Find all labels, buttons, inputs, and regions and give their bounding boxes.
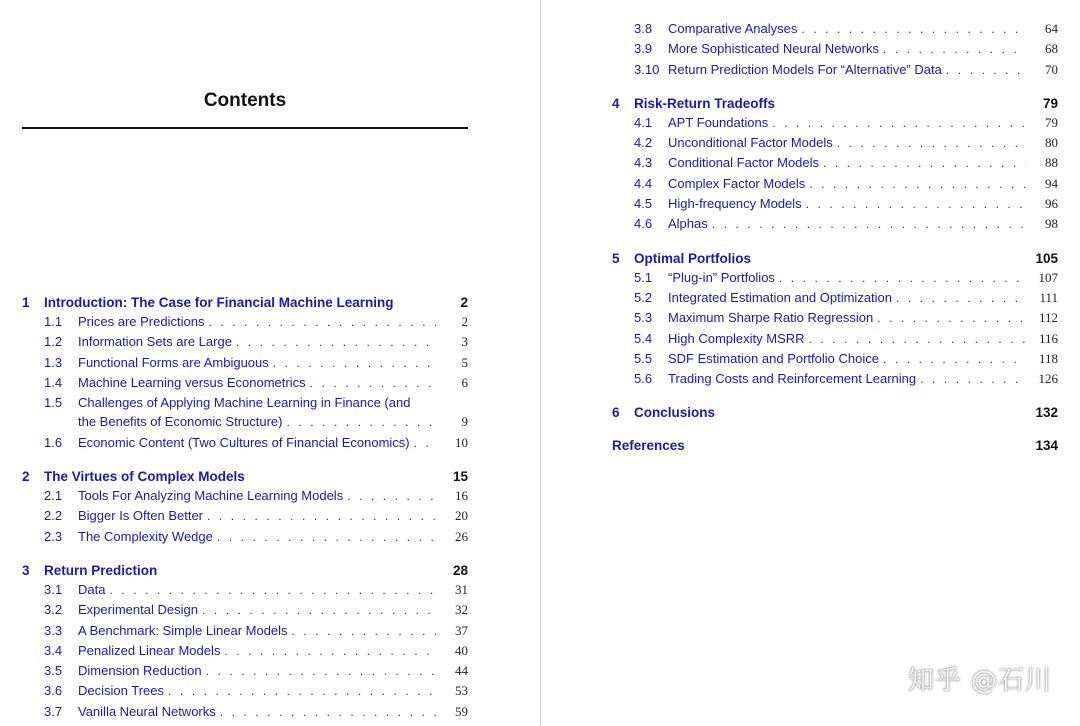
references-title[interactable]: References — [612, 438, 685, 454]
section-page-number: 70 — [1045, 61, 1058, 77]
chapter-page-number: 15 — [452, 469, 468, 485]
toc-section-entry[interactable] — [612, 153, 1058, 173]
chapter-number[interactable]: 5 — [612, 250, 620, 266]
section-number[interactable]: 5.4 — [634, 330, 653, 346]
toc-section-entry[interactable] — [612, 214, 1058, 234]
section-page-number: 88 — [1045, 155, 1058, 171]
toc-right-list — [612, 19, 1058, 455]
section-page-number: 68 — [1045, 41, 1058, 57]
section-title[interactable]: SDF Estimation and Portfolio Choice — [668, 350, 879, 366]
section-entry-body — [78, 353, 440, 373]
toc-chapter-heading[interactable] — [22, 467, 468, 486]
section-page-number: 59 — [455, 703, 468, 719]
section-number[interactable]: 3.3 — [44, 622, 63, 638]
dot-leader — [877, 309, 1026, 328]
section-title[interactable]: Integrated Estimation and Optimization — [668, 289, 893, 305]
section-entry-body — [78, 373, 440, 393]
section-entry-body — [78, 702, 440, 722]
contents-heading: Contents — [203, 90, 287, 111]
toc-chapter — [22, 561, 468, 722]
section-number[interactable]: 2.3 — [44, 528, 63, 544]
section-number[interactable]: 5.2 — [634, 289, 653, 305]
section-number[interactable]: 4.3 — [634, 155, 653, 171]
section-number[interactable]: 2.2 — [44, 508, 63, 524]
section-number[interactable]: 3.6 — [44, 683, 63, 699]
section-entry-body — [668, 214, 1030, 234]
section-page-number: 16 — [455, 488, 468, 504]
toc-chapter — [612, 403, 1058, 422]
section-page-number: 80 — [1045, 135, 1058, 151]
section-number[interactable]: 3.10 — [634, 61, 660, 77]
toc-section-entry[interactable] — [612, 329, 1058, 349]
section-number[interactable]: 1.1 — [44, 314, 63, 329]
section-title[interactable]: Return Prediction Models For “Alternative” Data — [668, 61, 942, 77]
chapter-title[interactable]: Return Prediction — [44, 562, 158, 578]
toc-section-entry[interactable] — [612, 288, 1058, 308]
section-title[interactable]: Maximum Sharpe Ratio Regression — [668, 310, 874, 326]
section-page-number: 3 — [461, 334, 468, 350]
section-entry-body — [668, 369, 1030, 389]
section-entry-body — [668, 174, 1030, 194]
toc-section-entry[interactable] — [22, 393, 468, 433]
dot-leader — [801, 20, 1026, 39]
section-page-number: 111 — [1039, 289, 1058, 305]
toc-chapter-heading[interactable] — [612, 249, 1058, 268]
dot-leader — [292, 622, 436, 641]
toc-section-entry[interactable] — [612, 39, 1058, 59]
section-page-number: 116 — [1038, 330, 1058, 346]
section-page-number: 37 — [455, 622, 468, 638]
section-page-number: 112 — [1038, 310, 1058, 326]
chapter-title[interactable]: The Virtues of Complex Models — [44, 469, 245, 485]
dot-leader — [109, 581, 436, 600]
section-entry-body — [78, 661, 440, 681]
section-title[interactable]: Tools For Analyzing Machine Learning Models — [78, 488, 344, 504]
section-title[interactable]: Conditional Factor Models — [668, 155, 820, 171]
chapter-page-number: 79 — [1042, 95, 1058, 111]
dot-leader — [712, 215, 1026, 234]
dot-leader — [208, 313, 436, 332]
section-page-number: 40 — [455, 642, 468, 658]
section-page-number: 94 — [1045, 175, 1058, 191]
section-number[interactable]: 5.3 — [634, 310, 653, 326]
section-page-number: 96 — [1045, 196, 1058, 212]
dot-leader — [273, 354, 436, 373]
section-title[interactable]: Functional Forms are Ambiguous — [78, 354, 269, 370]
toc-section-entry[interactable] — [22, 600, 468, 620]
section-number[interactable]: 4.2 — [634, 135, 653, 151]
section-title[interactable]: Decision Trees — [78, 683, 164, 699]
section-entry-body — [668, 268, 1030, 288]
section-number[interactable]: 3.5 — [44, 663, 63, 679]
section-title[interactable]: APT Foundations — [668, 114, 769, 130]
toc-section-entry[interactable] — [612, 349, 1058, 369]
section-number[interactable]: 4.6 — [634, 216, 653, 232]
dot-leader — [809, 330, 1026, 349]
section-title[interactable]: Information Sets are Large — [78, 334, 232, 350]
section-title[interactable]: High-frequency Models — [668, 196, 802, 212]
toc-section-entry[interactable] — [612, 308, 1058, 328]
section-page-number: 44 — [455, 663, 468, 679]
section-title[interactable]: Prices are Predictions — [78, 314, 205, 329]
toc-section-entry[interactable] — [22, 433, 468, 453]
dot-leader — [772, 114, 1026, 133]
chapter-number[interactable]: 2 — [22, 469, 30, 485]
dot-leader — [286, 413, 436, 432]
dot-leader — [206, 662, 436, 681]
section-number[interactable]: 3.1 — [44, 581, 63, 597]
dot-leader — [920, 370, 1026, 389]
section-page-number: 6 — [461, 374, 468, 390]
toc-section-entry[interactable] — [612, 19, 1058, 39]
toc-section-entry[interactable] — [22, 506, 468, 526]
toc-section-entry[interactable] — [22, 353, 468, 373]
dot-leader — [347, 487, 436, 506]
section-entry-body — [78, 393, 468, 433]
dot-leader — [809, 175, 1026, 194]
section-page-number: 26 — [455, 528, 468, 544]
toc-section-entry[interactable] — [612, 369, 1058, 389]
toc-section-entry[interactable] — [22, 332, 468, 352]
section-number[interactable]: 5.6 — [634, 371, 653, 387]
toc-section-entry[interactable] — [22, 641, 468, 661]
toc-section-entry[interactable] — [612, 194, 1058, 214]
section-entry-body — [668, 329, 1030, 349]
chapter-number[interactable]: 6 — [612, 405, 620, 421]
section-page-number: 118 — [1038, 350, 1058, 366]
section-number[interactable]: 4.4 — [634, 175, 653, 191]
section-entry-body — [668, 39, 1030, 59]
toc-chapter-heading[interactable] — [22, 561, 468, 580]
toc-left-list — [22, 293, 468, 722]
section-title[interactable]: Machine Learning versus Econometrics — [78, 374, 306, 390]
section-page-number: 5 — [461, 354, 468, 370]
section-title[interactable]: Penalized Linear Models — [78, 642, 221, 658]
section-title[interactable]: Economic Content (Two Cultures of Financial Economics) — [78, 434, 410, 450]
section-number[interactable]: 1.3 — [44, 354, 63, 370]
section-number[interactable]: 1.2 — [44, 334, 63, 350]
section-page-number: 9 — [461, 414, 468, 430]
section-page-number: 2 — [461, 314, 468, 329]
toc-section-entry[interactable] — [612, 133, 1058, 153]
toc-section-entry[interactable] — [22, 661, 468, 681]
section-title[interactable]: Alphas — [668, 216, 708, 232]
toc-chapter — [612, 249, 1058, 390]
chapter-title[interactable]: Optimal Portfolios — [634, 250, 752, 266]
toc-chapter — [612, 94, 1058, 235]
section-number[interactable]: 3.2 — [44, 602, 63, 618]
section-entry-body — [78, 641, 440, 661]
toc-chapter-heading[interactable] — [22, 293, 468, 312]
chapter-title[interactable]: Conclusions — [634, 405, 716, 421]
section-entry-body — [78, 312, 440, 332]
section-title-line-2 — [78, 412, 468, 432]
section-number[interactable]: 5.1 — [634, 269, 653, 285]
section-entry-body — [78, 506, 440, 526]
section-page-number: 20 — [455, 508, 468, 524]
section-entry-body — [78, 600, 440, 620]
section-entry-body — [78, 580, 440, 600]
section-title[interactable]: More Sophisticated Neural Networks — [668, 41, 879, 57]
toc-section-entry[interactable] — [612, 113, 1058, 133]
section-page-number: 32 — [455, 602, 468, 618]
section-page-number: 10 — [455, 434, 468, 450]
section-title[interactable]: Challenges of Applying Machine Learning in Finance (and — [78, 395, 411, 411]
section-title[interactable]: High Complexity MSRR — [668, 330, 805, 346]
dot-leader — [217, 528, 436, 547]
section-title[interactable]: Vanilla Neural Networks — [78, 703, 216, 719]
section-entry-body — [78, 486, 440, 506]
toc-continued-sections — [612, 19, 1058, 80]
section-entry-body — [668, 113, 1030, 133]
section-entry-body — [668, 288, 1030, 308]
dot-leader — [883, 350, 1026, 369]
references-page-number: 134 — [1035, 438, 1058, 454]
section-title[interactable]: Trading Costs and Reinforcement Learning — [668, 371, 917, 387]
toc-section-entry[interactable] — [22, 373, 468, 393]
section-entry-body — [668, 60, 1030, 80]
dot-leader — [220, 703, 436, 722]
section-number[interactable]: 2.1 — [44, 488, 63, 504]
section-entry-body — [78, 621, 440, 641]
chapter-page-number: 2 — [460, 295, 468, 310]
references-entry[interactable] — [612, 436, 1058, 455]
dot-leader — [414, 434, 436, 453]
dot-leader — [883, 40, 1026, 59]
zhihu-watermark: 知乎 @石川 — [907, 666, 1052, 696]
section-entry-body — [78, 433, 440, 453]
section-page-number: 31 — [455, 581, 468, 597]
section-number[interactable]: 1.4 — [44, 374, 63, 390]
section-number[interactable]: 3.4 — [44, 642, 63, 658]
chapter-title[interactable]: Introduction: The Case for Financial Machine Learning — [44, 295, 394, 310]
dot-leader — [207, 507, 436, 526]
toc-chapter-heading[interactable] — [612, 94, 1058, 113]
chapter-number[interactable]: 3 — [22, 562, 30, 578]
dot-leader — [224, 642, 436, 661]
dot-leader — [823, 154, 1026, 173]
dot-leader — [837, 134, 1026, 153]
dot-leader — [779, 269, 1026, 288]
section-number[interactable]: 4.1 — [634, 114, 653, 130]
chapter-page-number: 28 — [452, 562, 468, 578]
dot-leader — [946, 61, 1026, 80]
chapter-page-number: 105 — [1035, 250, 1058, 266]
section-entry-body — [668, 349, 1030, 369]
section-number[interactable]: 3.7 — [44, 703, 63, 719]
section-number[interactable]: 3.8 — [634, 21, 653, 36]
section-page-number: 126 — [1038, 371, 1058, 387]
dot-leader — [310, 374, 436, 393]
dot-leader — [168, 682, 436, 701]
chapter-page-number: 132 — [1035, 405, 1058, 421]
section-number[interactable]: 1.6 — [44, 434, 63, 450]
toc-section-entry[interactable] — [22, 486, 468, 506]
dot-leader — [896, 289, 1026, 308]
section-number[interactable]: 4.5 — [634, 196, 653, 212]
section-title[interactable]: Dimension Reduction — [78, 663, 202, 679]
dot-leader — [202, 601, 436, 620]
section-title[interactable]: A Benchmark: Simple Linear Models — [78, 622, 288, 638]
toc-chapter-heading[interactable] — [612, 403, 1058, 422]
toc-section-entry[interactable] — [22, 580, 468, 600]
toc-section-entry[interactable] — [22, 681, 468, 701]
toc-chapter — [22, 467, 468, 547]
section-number[interactable]: 5.5 — [634, 350, 653, 366]
chapter-number[interactable]: 1 — [22, 295, 30, 310]
toc-section-entry[interactable] — [22, 312, 468, 332]
toc-section-entry[interactable] — [22, 702, 468, 722]
dot-leader — [236, 333, 436, 352]
section-number[interactable]: 3.9 — [634, 41, 653, 57]
chapter-title[interactable]: Risk-Return Tradeoffs — [634, 95, 776, 111]
section-page-number: 107 — [1038, 269, 1058, 285]
section-title[interactable]: Data — [78, 581, 106, 597]
section-entry-body — [668, 308, 1030, 328]
toc-section-entry[interactable] — [22, 621, 468, 641]
section-page-number: 98 — [1045, 216, 1058, 232]
section-title[interactable]: Experimental Design — [78, 602, 198, 618]
section-title[interactable]: Bigger Is Often Better — [78, 508, 204, 524]
section-title-continued[interactable]: the Benefits of Economic Structure) — [78, 414, 283, 430]
section-page-number: 64 — [1045, 21, 1058, 36]
toc-chapter — [22, 293, 468, 453]
section-entry-body — [668, 133, 1030, 153]
dot-leader — [806, 195, 1026, 214]
section-entry-body — [78, 527, 440, 547]
section-number[interactable]: 1.5 — [44, 395, 63, 411]
section-entry-body — [668, 19, 1030, 39]
section-entry-body — [78, 332, 440, 352]
section-entry-body — [668, 153, 1030, 173]
section-entry-body — [78, 681, 440, 701]
heading-rule — [22, 127, 468, 129]
section-page-number: 79 — [1045, 114, 1058, 130]
section-page-number: 53 — [455, 683, 468, 699]
toc-section-entry[interactable] — [612, 174, 1058, 194]
toc-section-entry[interactable] — [22, 527, 468, 547]
chapter-number[interactable]: 4 — [612, 95, 620, 111]
section-title[interactable]: “Plug-in” Portfolios — [668, 269, 775, 285]
section-title[interactable]: Comparative Analyses — [668, 21, 798, 36]
section-title[interactable]: Unconditional Factor Models — [668, 135, 833, 151]
toc-section-entry[interactable] — [612, 60, 1058, 80]
toc-section-entry[interactable] — [612, 268, 1058, 288]
section-title[interactable]: Complex Factor Models — [668, 175, 806, 191]
section-title[interactable]: The Complexity Wedge — [78, 528, 213, 544]
section-entry-body — [668, 194, 1030, 214]
